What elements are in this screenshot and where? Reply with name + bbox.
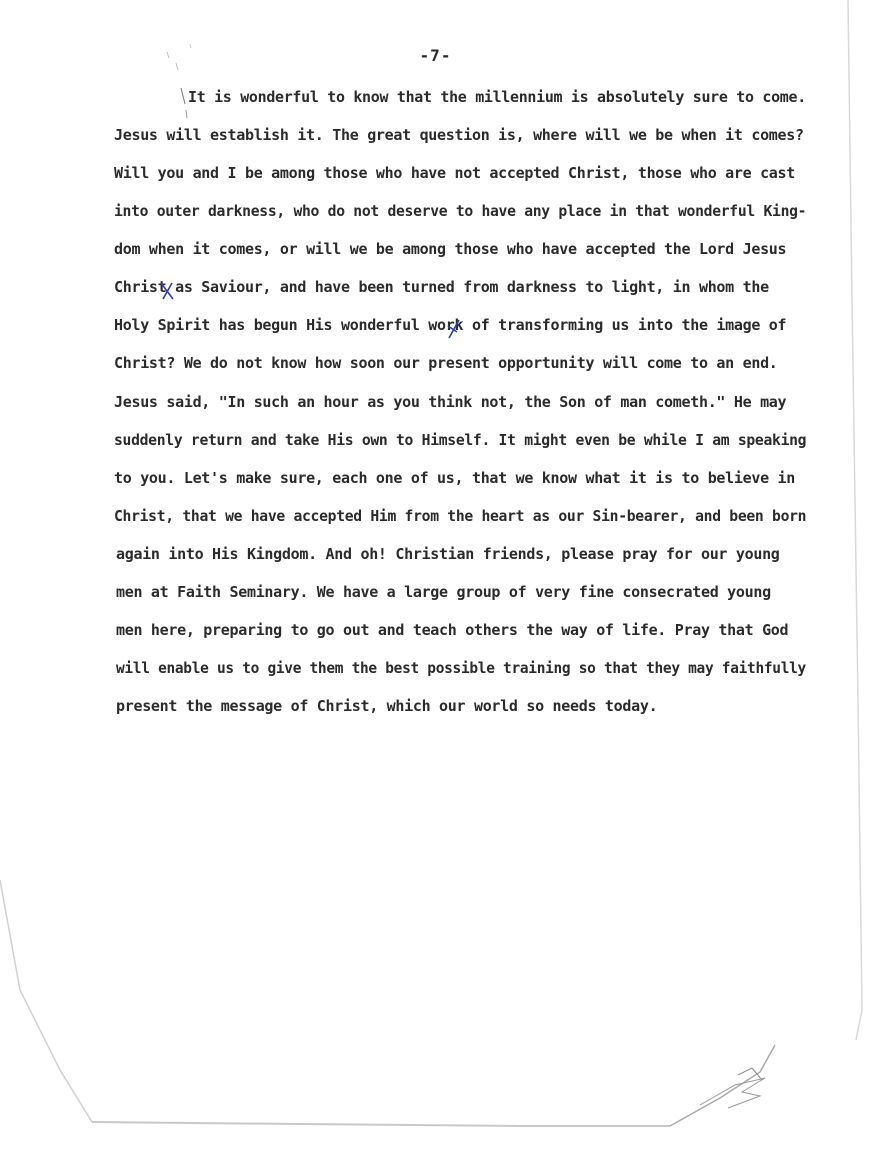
text-line: Holy Spirit has begun His wonderful work of transforming us into the image of (114, 316, 787, 334)
text-line: men here, preparing to go out and teach others the way of life. Pray that God (116, 621, 789, 639)
pen-strike-mark (158, 280, 178, 302)
text-line: into outer darkness, who do not deserve to have any place in that wonderful King- (114, 202, 807, 220)
text-line: Will you and I be among those who have not accepted Christ, those who are cast (114, 164, 796, 182)
page-number: -7- (419, 46, 452, 65)
text-line: Christ? We do not know how soon our present opportunity will come to an end. (114, 354, 778, 372)
text-line: Christ, that we have accepted Him from the heart as our Sin-bearer, and been born (114, 507, 807, 525)
text-line: dom when it comes, or will we be among those who have accepted the Lord Jesus (114, 240, 787, 258)
text-line: to you. Let's make sure, each one of us, that we know what it is to believe in (114, 469, 796, 487)
text-line: Jesus said, "In such an hour as you think not, the Son of man cometh." He may (114, 393, 787, 411)
text-line: Christ as Saviour, and have been turned from darkness to light, in whom the (114, 278, 769, 296)
pen-strike-mark (445, 318, 463, 340)
text-line: suddenly return and take His own to Himself. It might even be while I am speaking (114, 431, 807, 449)
text-line: It is wonderful to know that the millennium is absolutely sure to come. (188, 88, 806, 106)
text-line: will enable us to give them the best possible training so that they may faithfully (116, 659, 806, 677)
text-line: present the message of Christ, which our world so needs today. (116, 697, 658, 715)
text-line: again into His Kingdom. And oh! Christian friends, please pray for our young (116, 545, 780, 563)
text-line: Jesus will establish it. The great question is, where will we be when it comes? (114, 126, 804, 144)
text-line: men at Faith Seminary. We have a large group of very fine consecrated young (116, 583, 771, 601)
